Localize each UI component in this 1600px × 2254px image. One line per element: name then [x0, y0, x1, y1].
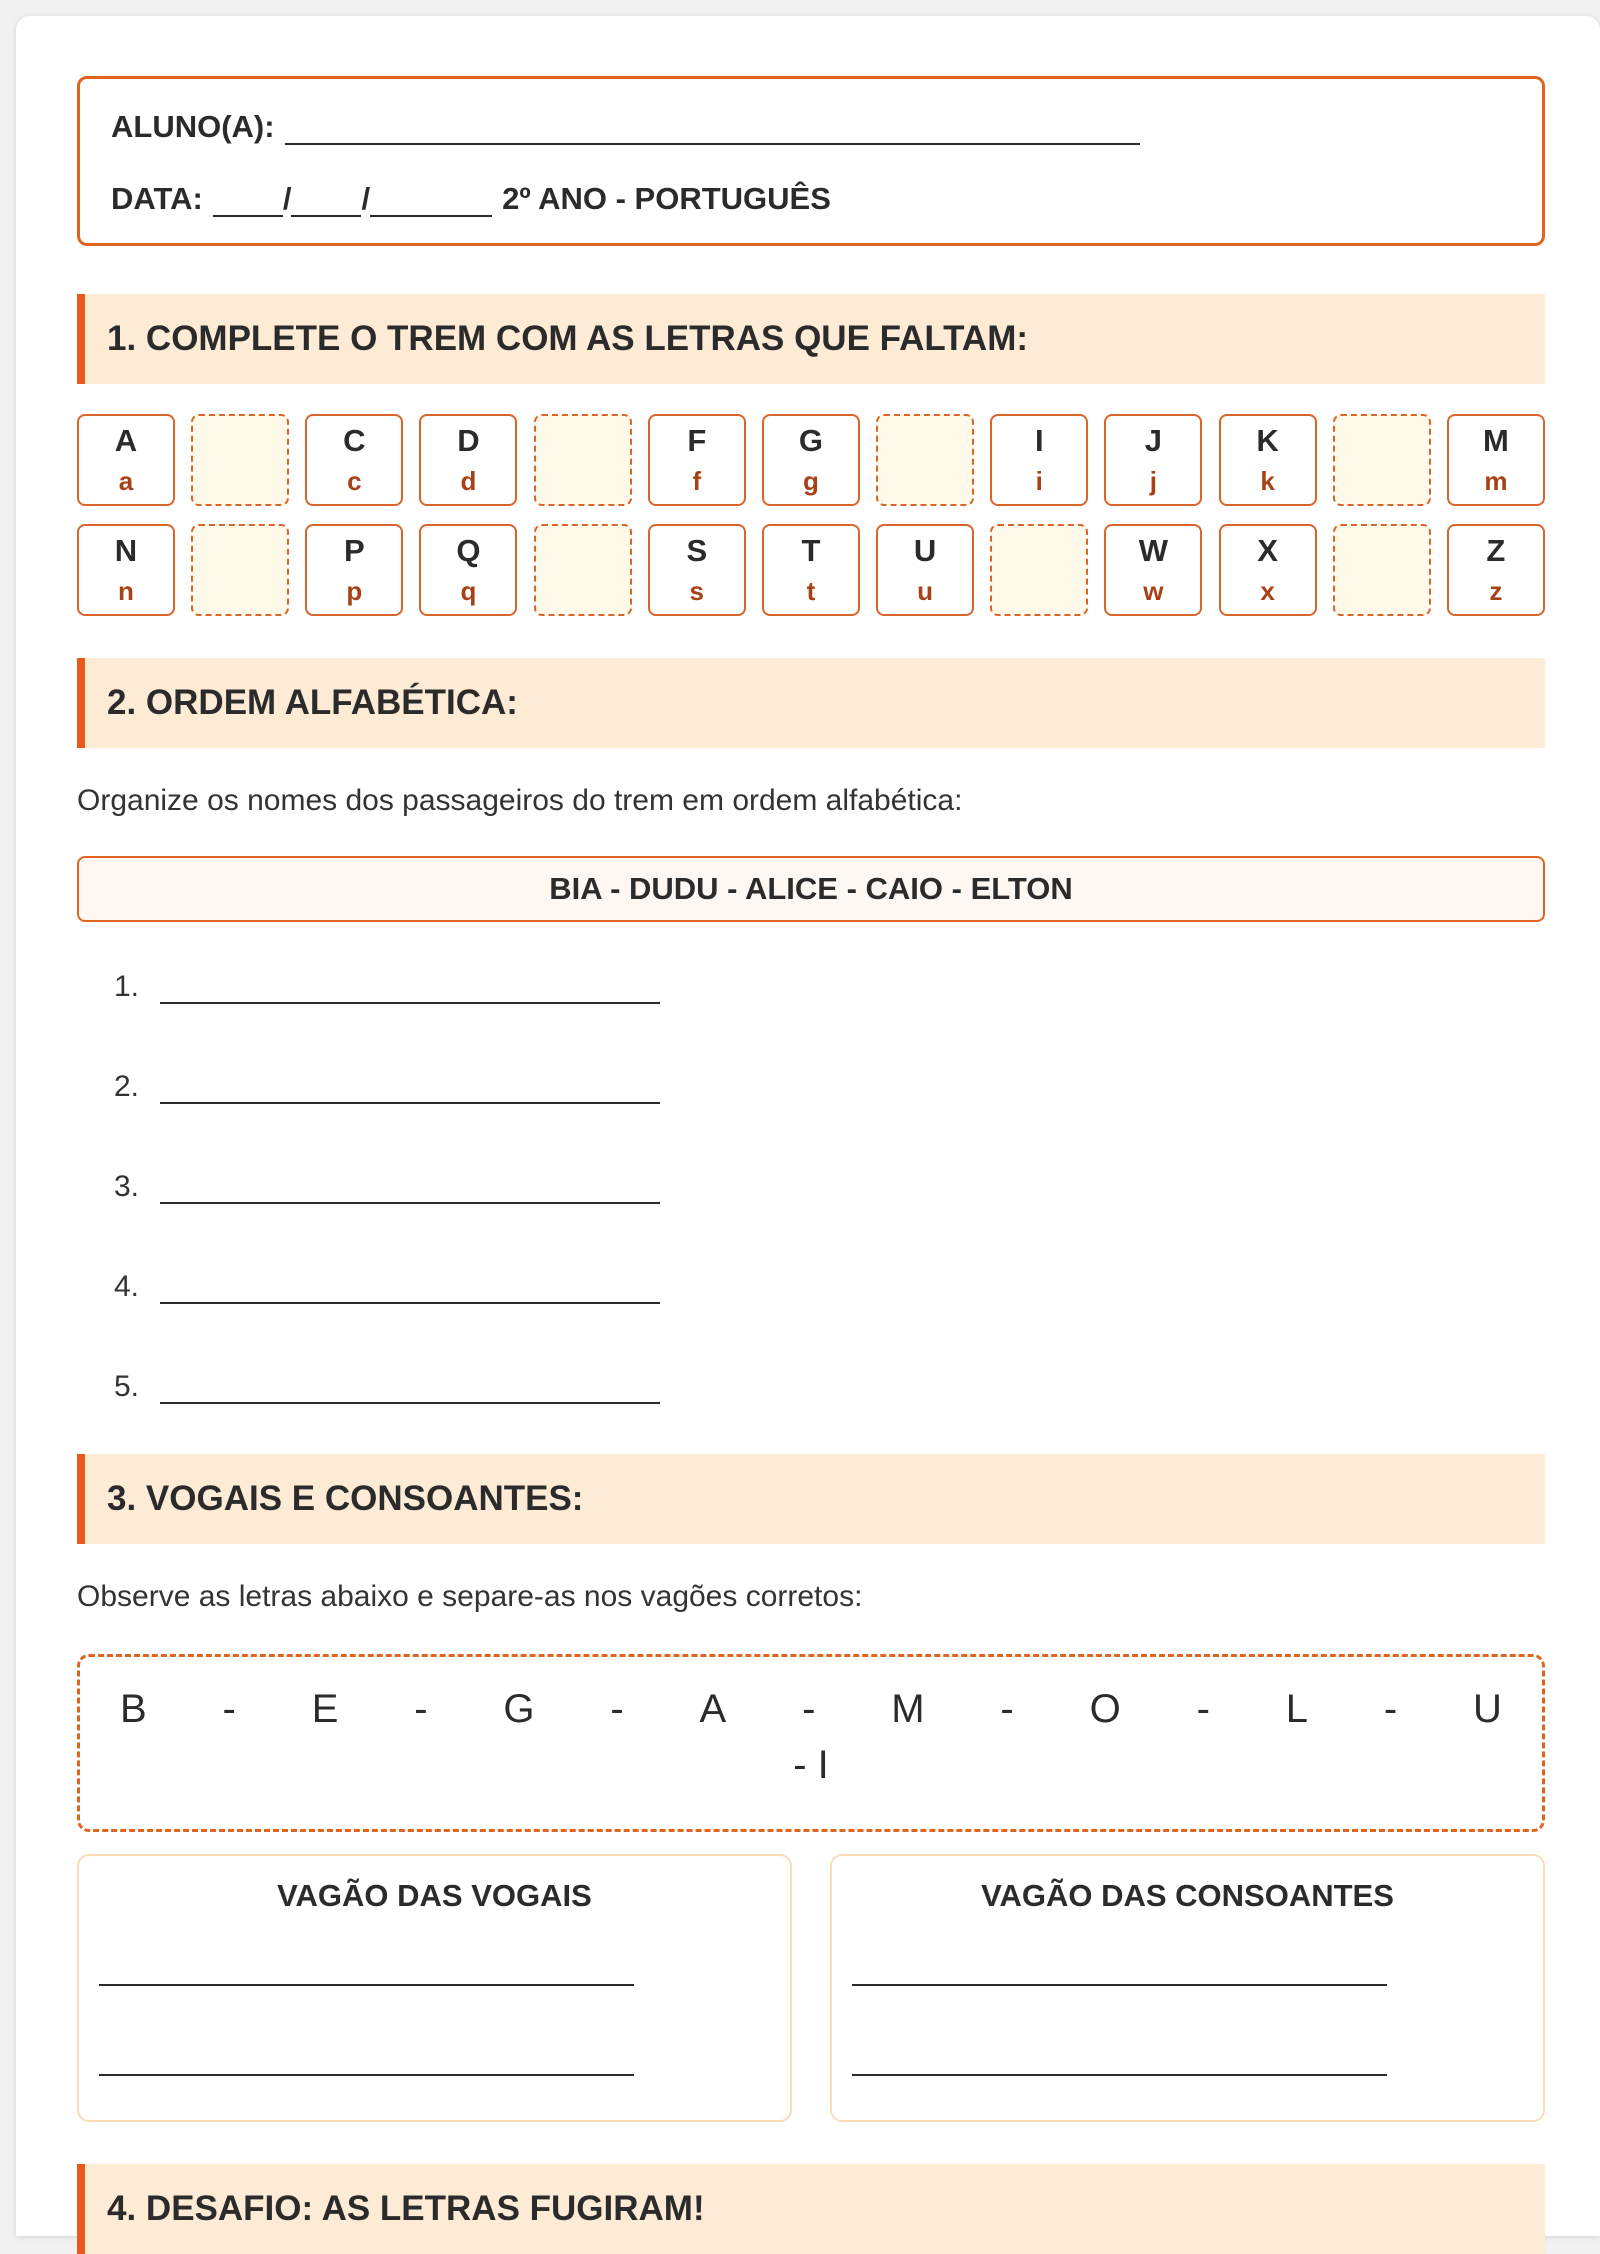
letter-car: [1104, 524, 1202, 616]
missing-letter-car[interactable]: [1333, 414, 1431, 506]
letter-car: [876, 524, 974, 616]
letters-box: [77, 1654, 1545, 1832]
uppercase-letter: S: [686, 533, 708, 568]
letter-car: [77, 414, 175, 506]
lowercase-letter: a: [118, 466, 134, 496]
consonant-wagon-title: VAGÃO DAS CONSOANTES: [981, 1878, 1394, 1913]
answer-blank[interactable]: [160, 1372, 660, 1404]
uppercase-letter: T: [801, 533, 821, 568]
lowercase-letter: w: [1143, 576, 1164, 606]
worksheet-content: [77, 76, 1545, 2254]
scrambled-letter: E: [311, 1687, 339, 1731]
uppercase-letter: X: [1257, 533, 1278, 568]
letter-car: [419, 414, 517, 506]
consonant-answer-line[interactable]: [852, 1984, 1387, 1986]
vowel-answer-line[interactable]: [99, 2074, 634, 2076]
lowercase-letter: n: [118, 576, 134, 606]
scrambled-letter: B: [120, 1687, 147, 1731]
letter-car: [1219, 414, 1317, 506]
answer-number: 5.: [113, 1370, 139, 1403]
answer-blank[interactable]: [160, 1272, 660, 1304]
student-name-label: ALUNO(A):: [111, 109, 275, 144]
vowel-wagon-title: VAGÃO DAS VOGAIS: [277, 1878, 592, 1913]
lowercase-letter: c: [347, 466, 362, 496]
letters-row-1: [120, 1681, 1502, 1737]
letter-car: [419, 524, 517, 616]
answer-line-item: [77, 1368, 1545, 1404]
lowercase-letter: i: [1035, 466, 1043, 496]
letter-car: [77, 524, 175, 616]
letter-separator: -: [1196, 1687, 1210, 1731]
missing-letter-car[interactable]: [191, 524, 289, 616]
lowercase-letter: f: [692, 466, 702, 496]
student-header-box: [77, 76, 1545, 246]
answer-line-item: [77, 968, 1545, 1004]
passenger-names: BIA - DUDU - ALICE - CAIO - ELTON: [549, 871, 1073, 906]
letter-car: [1447, 524, 1545, 616]
date-row: [111, 181, 1511, 217]
lowercase-letter: p: [346, 576, 363, 606]
letter-car: [1104, 414, 1202, 506]
section-3-instruction: Observe as letras abaixo e separe-as nos vagões corretos:: [77, 1580, 863, 1613]
answer-blank[interactable]: [160, 1172, 660, 1204]
answer-line-item: [77, 1268, 1545, 1304]
date-year-blank[interactable]: [370, 185, 492, 217]
scrambled-letter: G: [503, 1687, 535, 1731]
section-2-title: 2. ORDEM ALFABÉTICA:: [107, 683, 518, 722]
train-row-2: [77, 524, 1545, 616]
lowercase-letter: q: [460, 576, 477, 606]
letters-row-2: - I: [793, 1743, 829, 1787]
uppercase-letter: W: [1138, 533, 1169, 568]
letter-car: [762, 414, 860, 506]
letter-car: [648, 414, 746, 506]
letter-car: [305, 524, 403, 616]
letter-separator: -: [610, 1687, 624, 1731]
answer-line-item: [77, 1168, 1545, 1204]
answer-number: 4.: [113, 1270, 139, 1303]
answer-blank[interactable]: [160, 972, 660, 1004]
section-2-banner: [77, 658, 1545, 748]
uppercase-letter: G: [798, 423, 823, 458]
vowel-answer-line[interactable]: [99, 1984, 634, 1986]
scrambled-letter: A: [699, 1687, 727, 1731]
letter-separator: -: [414, 1687, 428, 1731]
uppercase-letter: K: [1256, 423, 1279, 458]
uppercase-letter: A: [114, 423, 138, 458]
uppercase-letter: J: [1144, 423, 1163, 458]
uppercase-letter: N: [114, 533, 138, 568]
uppercase-letter: C: [343, 423, 366, 458]
uppercase-letter: I: [1034, 423, 1044, 458]
missing-letter-car[interactable]: [1333, 524, 1431, 616]
missing-letter-car[interactable]: [191, 414, 289, 506]
section-4-banner: [77, 2164, 1545, 2254]
section-1-banner: [77, 294, 1545, 384]
date-separator: /: [282, 181, 292, 216]
consonant-answer-line[interactable]: [852, 2074, 1387, 2076]
student-name-row: [111, 109, 1511, 145]
answer-number: 3.: [113, 1170, 139, 1203]
uppercase-letter: F: [687, 423, 707, 458]
grade-subject: 2º ANO - PORTUGUÊS: [502, 181, 831, 216]
lowercase-letter: t: [806, 576, 816, 606]
lowercase-letter: m: [1484, 466, 1508, 496]
missing-letter-car[interactable]: [534, 414, 632, 506]
missing-letter-car[interactable]: [876, 414, 974, 506]
lowercase-letter: s: [689, 576, 705, 606]
passenger-names-box: [77, 856, 1545, 922]
lowercase-letter: u: [917, 576, 934, 606]
lowercase-letter: x: [1260, 576, 1275, 606]
letter-separator: -: [1383, 1687, 1398, 1731]
answer-number: 2.: [113, 1070, 139, 1103]
letter-car: [990, 414, 1088, 506]
letter-separator: -: [1000, 1687, 1014, 1731]
letter-car: [762, 524, 860, 616]
letter-car: [1447, 414, 1545, 506]
scrambled-letter: U: [1473, 1687, 1502, 1731]
letter-separator: -: [222, 1687, 236, 1731]
lowercase-letter: k: [1260, 466, 1275, 496]
missing-letter-car[interactable]: [990, 524, 1088, 616]
section-1-title: 1. COMPLETE O TREM COM AS LETRAS QUE FALTAM:: [107, 319, 1029, 358]
uppercase-letter: U: [913, 533, 937, 568]
student-name-blank[interactable]: [285, 113, 1140, 145]
section-4-title: 4. DESAFIO: AS LETRAS FUGIRAM!: [107, 2189, 705, 2228]
answer-line-item: [77, 1068, 1545, 1104]
consonant-wagon: [830, 1854, 1545, 2122]
uppercase-letter: P: [343, 533, 365, 568]
date-month-blank[interactable]: [291, 185, 361, 217]
worksheet-page: [16, 16, 1600, 2236]
lowercase-letter: z: [1489, 576, 1503, 606]
missing-letter-car[interactable]: [534, 524, 632, 616]
scrambled-letter: M: [891, 1687, 925, 1731]
date-day-blank[interactable]: [213, 185, 283, 217]
date-label: DATA:: [111, 181, 203, 216]
lowercase-letter: g: [802, 466, 819, 496]
wagons-container: [77, 1854, 1545, 2122]
date-separator: /: [361, 181, 371, 216]
uppercase-letter: D: [457, 423, 480, 458]
letter-separator: -: [802, 1687, 816, 1731]
answer-blank[interactable]: [160, 1072, 660, 1104]
lowercase-letter: j: [1149, 466, 1158, 496]
uppercase-letter: M: [1482, 423, 1509, 458]
letter-car: [305, 414, 403, 506]
uppercase-letter: Z: [1486, 533, 1506, 568]
section-2-instruction: Organize os nomes dos passageiros do trem em ordem alfabética:: [77, 784, 963, 817]
vowel-wagon: [77, 1854, 792, 2122]
uppercase-letter: Q: [456, 533, 481, 568]
answer-number: 1.: [113, 970, 139, 1003]
lowercase-letter: d: [460, 466, 477, 496]
scrambled-letter: O: [1089, 1687, 1121, 1731]
letter-car: [1219, 524, 1317, 616]
section-3-banner: [77, 1454, 1545, 1544]
letter-car: [648, 524, 746, 616]
scrambled-letter: L: [1285, 1687, 1308, 1731]
section-3-title: 3. VOGAIS E CONSOANTES:: [107, 1479, 584, 1518]
train-row-1: [77, 414, 1545, 506]
alphabetical-answer-list: [77, 968, 1545, 1404]
